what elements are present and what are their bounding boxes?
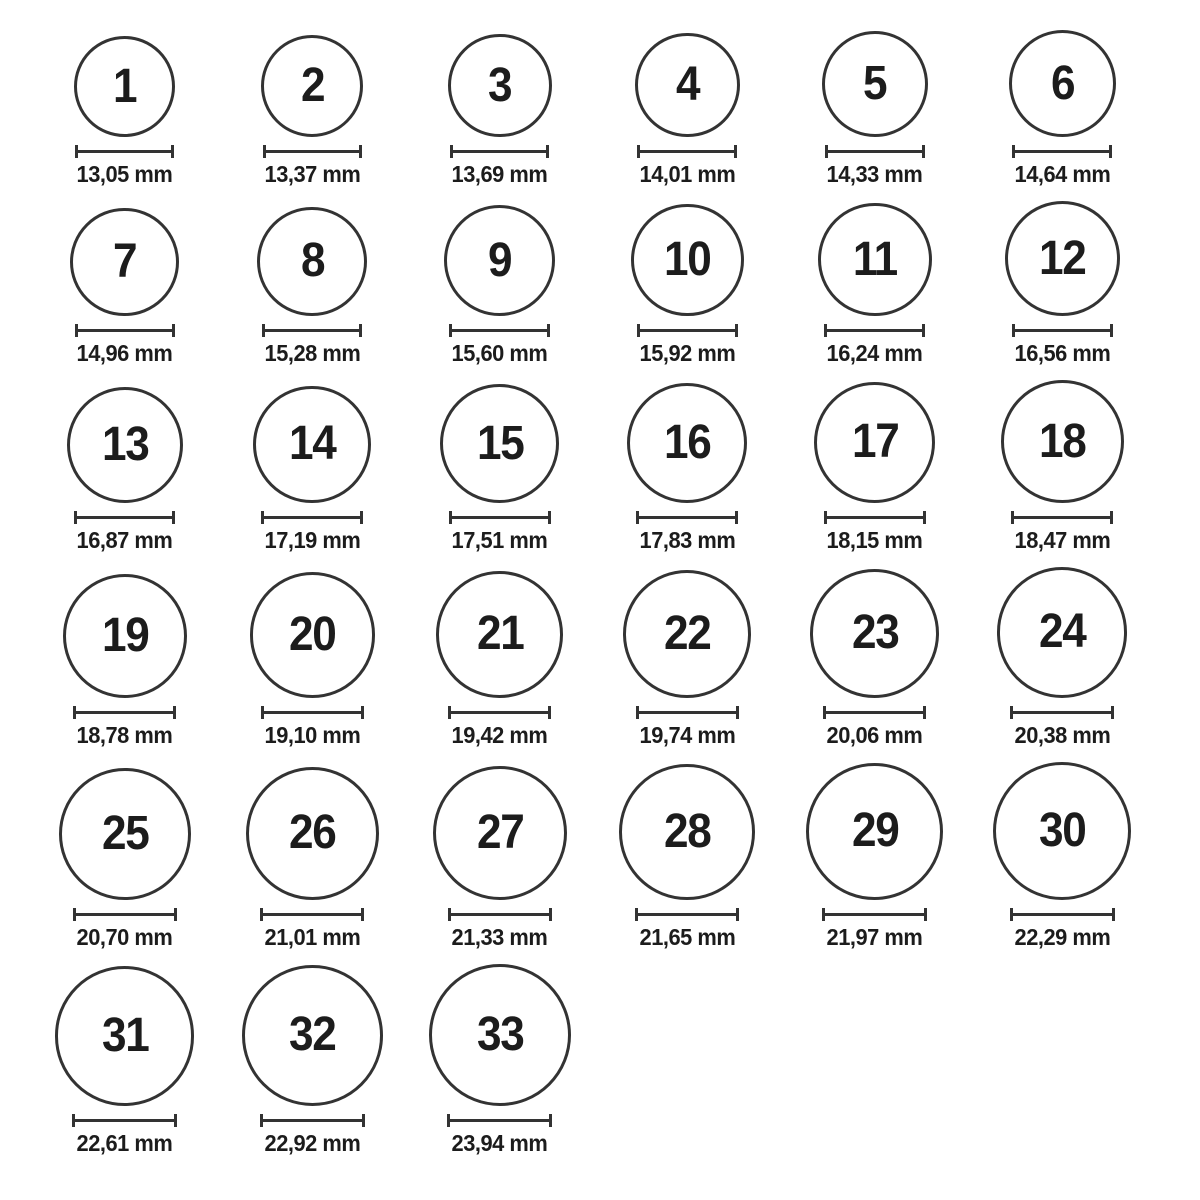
diameter-line — [637, 324, 738, 337]
diameter-label: 18,78 mm — [76, 721, 173, 748]
diameter-label: 17,83 mm — [639, 527, 736, 554]
diameter-label: 20,06 mm — [826, 721, 923, 748]
ring-circle — [55, 966, 194, 1105]
ring-circle — [436, 571, 563, 698]
ring-circle — [63, 574, 187, 698]
diameter-label: 20,70 mm — [76, 923, 173, 950]
diameter-line — [636, 511, 738, 524]
ring-circle — [448, 34, 552, 138]
diameter-line — [449, 324, 550, 337]
ring-size-number: 23 — [851, 606, 898, 660]
diameter-line-bar — [76, 913, 174, 916]
diameter-label: 16,87 mm — [76, 527, 173, 554]
diameter-label: 17,51 mm — [451, 527, 548, 554]
diameter-label: 22,61 mm — [76, 1129, 173, 1156]
diameter-line-bar — [452, 329, 547, 332]
ring-size-cell — [781, 569, 969, 749]
diameter-line-bar — [639, 516, 735, 519]
ring-size-cell — [594, 33, 782, 189]
ring-size-cell — [31, 966, 219, 1156]
ring-circle — [1005, 201, 1120, 316]
diameter-line-bar — [638, 913, 736, 916]
diameter-line-bar — [78, 150, 171, 153]
diameter-line-bar — [639, 711, 736, 714]
ring-size-number: 20 — [289, 608, 336, 661]
diameter-line — [449, 511, 551, 524]
ring-size-cell — [969, 30, 1157, 188]
ring-size-number: 32 — [289, 1008, 336, 1062]
ring-size-number: 1 — [113, 59, 137, 113]
ring-size-number: 13 — [101, 418, 148, 472]
diameter-line — [824, 324, 925, 337]
ring-circle — [429, 964, 571, 1106]
ring-size-cell — [31, 36, 219, 188]
ring-size-cell — [406, 571, 594, 749]
ring-circle — [814, 382, 935, 503]
diameter-line — [823, 706, 926, 719]
diameter-line — [1012, 324, 1113, 337]
ring-size-number: 33 — [476, 1007, 523, 1061]
ring-size-cell — [594, 570, 782, 749]
diameter-line — [635, 908, 739, 921]
diameter-label: 13,69 mm — [451, 161, 548, 188]
ring-size-cell — [969, 567, 1157, 748]
ring-size-cell — [969, 201, 1157, 367]
ring-circle — [631, 204, 744, 317]
ring-circle — [993, 762, 1131, 900]
diameter-label: 14,64 mm — [1014, 161, 1111, 188]
ring-size-cell — [219, 386, 407, 555]
ring-size-cell — [31, 574, 219, 749]
diameter-line-bar — [76, 711, 173, 714]
diameter-line — [260, 908, 364, 921]
diameter-line-bar — [265, 329, 359, 332]
diameter-line-bar — [640, 150, 734, 153]
diameter-line-bar — [264, 516, 360, 519]
ring-circle — [635, 33, 740, 138]
ring-circle — [253, 386, 371, 504]
ring-size-cell — [219, 207, 407, 368]
ring-size-number: 31 — [101, 1009, 148, 1063]
ring-size-cell — [969, 380, 1157, 554]
ring-size-cell — [406, 766, 594, 951]
ring-circle — [627, 383, 747, 503]
diameter-line-bar — [451, 711, 548, 714]
diameter-line — [74, 511, 175, 524]
diameter-label: 23,94 mm — [451, 1129, 548, 1156]
diameter-line-bar — [266, 150, 359, 153]
diameter-line-bar — [1014, 516, 1110, 519]
ring-size-number: 3 — [488, 58, 512, 112]
diameter-label: 18,47 mm — [1014, 527, 1111, 554]
ring-circle — [59, 768, 191, 900]
diameter-line — [73, 908, 177, 921]
ring-size-cell — [219, 965, 407, 1157]
ring-size-cell — [969, 762, 1157, 951]
ring-size-number: 14 — [289, 417, 336, 471]
ring-circle — [810, 569, 939, 698]
ring-size-number: 4 — [675, 57, 699, 111]
ring-size-cell — [594, 204, 782, 368]
diameter-line-bar — [451, 913, 549, 916]
ring-size-number: 22 — [664, 606, 711, 660]
ring-size-number: 19 — [101, 608, 148, 662]
diameter-label: 16,24 mm — [826, 340, 923, 367]
diameter-line — [637, 145, 737, 158]
ring-circle — [242, 965, 383, 1106]
ring-size-number: 26 — [289, 806, 336, 860]
diameter-line — [448, 706, 551, 719]
ring-circle — [623, 570, 751, 698]
ring-size-number: 25 — [101, 806, 148, 860]
ring-size-row — [31, 30, 1200, 188]
diameter-label: 17,19 mm — [264, 527, 361, 554]
diameter-line — [447, 1114, 552, 1127]
ring-size-cell — [594, 383, 782, 554]
ring-size-number: 24 — [1039, 605, 1086, 659]
ring-circle — [257, 207, 367, 317]
diameter-label: 16,56 mm — [1014, 340, 1111, 367]
diameter-label: 21,01 mm — [264, 923, 361, 950]
diameter-label: 13,37 mm — [264, 161, 361, 188]
ring-size-cell — [406, 384, 594, 554]
ring-size-number: 11 — [852, 232, 897, 286]
ring-size-number: 5 — [863, 57, 887, 111]
ring-size-cell — [31, 208, 219, 368]
diameter-line — [450, 145, 549, 158]
ring-size-cell — [31, 387, 219, 554]
diameter-label: 15,92 mm — [639, 340, 736, 367]
ring-size-cell — [31, 768, 219, 951]
diameter-line — [260, 1114, 365, 1127]
ring-size-row — [31, 201, 1200, 367]
diameter-label: 21,65 mm — [639, 923, 736, 950]
diameter-line — [825, 145, 925, 158]
ring-size-row — [31, 964, 1200, 1157]
diameter-line-bar — [452, 516, 548, 519]
ring-size-cell — [406, 205, 594, 367]
diameter-line-bar — [77, 516, 172, 519]
diameter-line-bar — [827, 329, 922, 332]
diameter-label: 20,38 mm — [1014, 721, 1111, 748]
ring-size-cell — [781, 31, 969, 188]
ring-circle — [250, 572, 375, 697]
diameter-line — [822, 908, 927, 921]
diameter-line-bar — [264, 711, 361, 714]
diameter-line-bar — [1013, 711, 1111, 714]
diameter-line-bar — [263, 1119, 362, 1122]
ring-circle — [444, 205, 555, 316]
ring-size-number: 6 — [1050, 56, 1074, 110]
ring-size-number: 9 — [488, 233, 512, 287]
diameter-line-bar — [453, 150, 546, 153]
diameter-label: 15,28 mm — [264, 340, 361, 367]
diameter-line — [261, 511, 363, 524]
diameter-label: 18,15 mm — [826, 527, 923, 554]
diameter-line — [448, 908, 552, 921]
ring-size-number: 17 — [851, 415, 898, 469]
diameter-line — [1010, 908, 1115, 921]
diameter-line-bar — [75, 1119, 174, 1122]
diameter-label: 15,60 mm — [451, 340, 548, 367]
ring-size-cell — [781, 382, 969, 554]
ring-size-number: 8 — [300, 234, 324, 288]
diameter-line-bar — [827, 516, 923, 519]
ring-size-number: 21 — [476, 607, 523, 661]
ring-size-cell — [219, 35, 407, 188]
ring-size-cell — [219, 572, 407, 748]
ring-circle — [70, 208, 179, 317]
diameter-line — [262, 324, 362, 337]
diameter-line — [72, 1114, 177, 1127]
ring-size-number: 30 — [1039, 803, 1086, 857]
ring-circle — [246, 767, 379, 900]
diameter-line-bar — [1015, 329, 1110, 332]
ring-size-cell — [219, 767, 407, 951]
ring-size-number: 27 — [476, 805, 523, 859]
diameter-label: 14,33 mm — [826, 161, 923, 188]
ring-circle — [261, 35, 363, 137]
diameter-label: 21,97 mm — [826, 923, 923, 950]
ring-size-number: 2 — [300, 59, 324, 113]
diameter-line-bar — [263, 913, 361, 916]
ring-circle — [67, 387, 183, 503]
ring-size-number: 10 — [664, 233, 711, 287]
ring-circle — [1001, 380, 1124, 503]
ring-circle — [619, 764, 755, 900]
ring-circle — [433, 766, 567, 900]
diameter-label: 22,92 mm — [264, 1129, 361, 1156]
ring-size-number: 7 — [113, 235, 137, 289]
ring-size-cell — [594, 764, 782, 951]
diameter-line — [1010, 706, 1114, 719]
ring-size-row — [31, 380, 1200, 554]
diameter-line — [824, 511, 926, 524]
diameter-label: 19,42 mm — [451, 721, 548, 748]
diameter-line — [1012, 145, 1112, 158]
ring-size-number: 18 — [1039, 414, 1086, 468]
diameter-line-bar — [825, 913, 924, 916]
ring-size-cell — [781, 203, 969, 368]
ring-circle — [997, 567, 1127, 697]
ring-circle — [74, 36, 175, 137]
ring-size-number: 15 — [476, 416, 523, 470]
diameter-label: 22,29 mm — [1014, 923, 1111, 950]
diameter-line — [75, 324, 175, 337]
ring-size-cell — [781, 763, 969, 951]
diameter-line-bar — [1013, 913, 1112, 916]
ring-size-number: 28 — [664, 804, 711, 858]
diameter-label: 21,33 mm — [451, 923, 548, 950]
ring-size-number: 29 — [851, 804, 898, 858]
diameter-line-bar — [828, 150, 922, 153]
diameter-line — [636, 706, 739, 719]
diameter-label: 14,96 mm — [76, 340, 173, 367]
diameter-label: 19,74 mm — [639, 721, 736, 748]
diameter-line-bar — [1015, 150, 1109, 153]
ring-circle — [1009, 30, 1116, 137]
diameter-line — [1011, 511, 1113, 524]
diameter-label: 13,05 mm — [76, 161, 173, 188]
ring-circle — [822, 31, 928, 137]
diameter-line — [263, 145, 362, 158]
ring-size-number: 12 — [1039, 231, 1086, 285]
diameter-line-bar — [450, 1119, 549, 1122]
diameter-line — [75, 145, 174, 158]
diameter-line-bar — [826, 711, 923, 714]
ring-size-row — [31, 567, 1200, 748]
ring-size-cell — [406, 964, 594, 1157]
ring-circle — [806, 763, 943, 900]
diameter-label: 14,01 mm — [639, 161, 736, 188]
ring-size-number: 16 — [664, 416, 711, 470]
diameter-label: 19,10 mm — [264, 721, 361, 748]
ring-circle — [440, 384, 559, 503]
ring-circle — [818, 203, 932, 317]
ring-size-row — [31, 762, 1200, 951]
diameter-line — [73, 706, 176, 719]
diameter-line-bar — [78, 329, 172, 332]
diameter-line-bar — [640, 329, 735, 332]
diameter-line — [261, 706, 364, 719]
ring-size-cell — [406, 34, 594, 189]
